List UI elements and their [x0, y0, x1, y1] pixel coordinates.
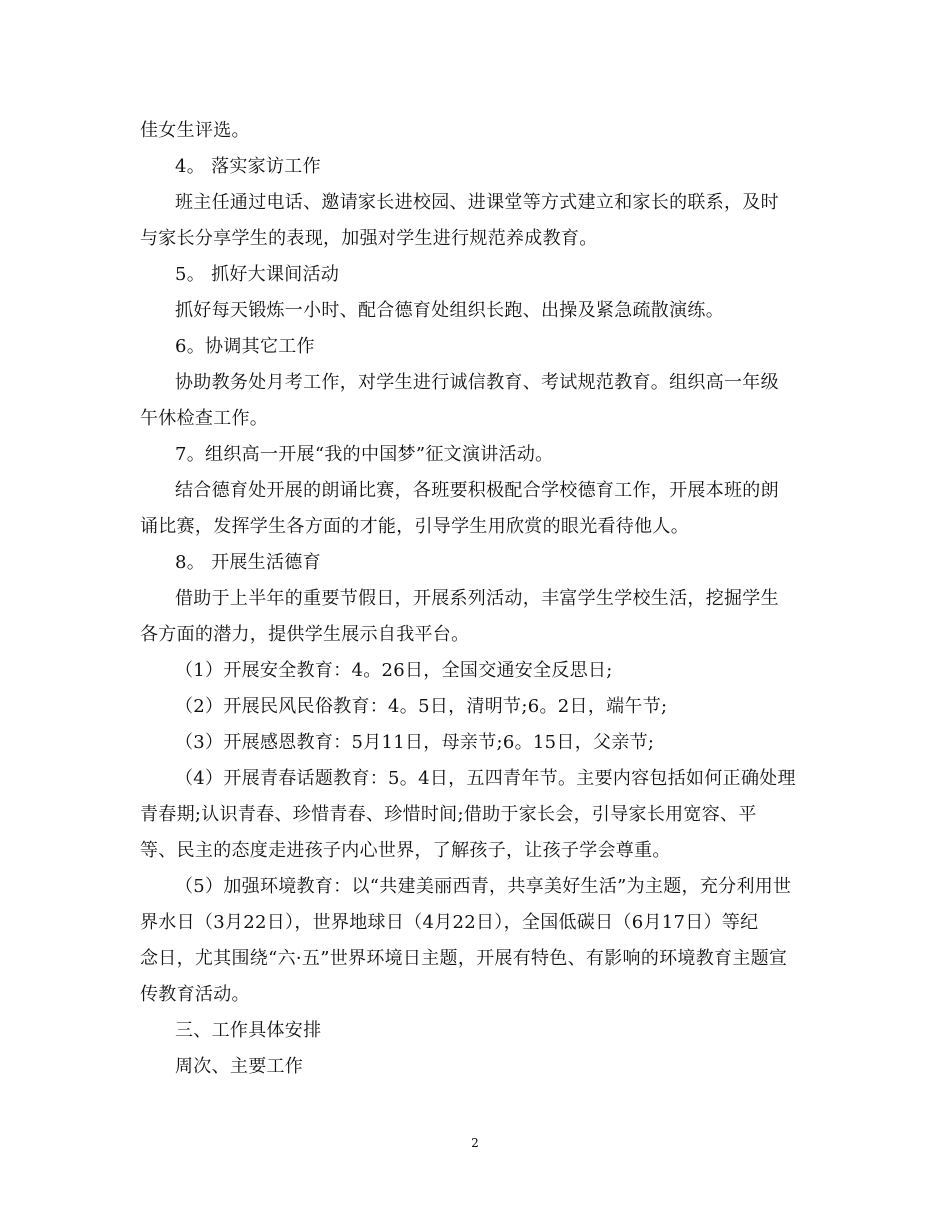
section-heading-8: 8。 开展生活德育: [175, 552, 321, 573]
paragraph-line: 午休检查工作。: [140, 408, 269, 429]
section-heading-6: 6。协调其它工作: [175, 336, 315, 357]
paragraph-line: 借助于上半年的重要节假日，开展系列活动，丰富学生学校生活，挖掘学生: [175, 588, 779, 609]
document-body: [140, 113, 815, 1085]
paragraph-line: 班主任通过电话、邀请家长进校园、进课堂等方式建立和家长的联系，及时: [175, 192, 779, 213]
paragraph-line: 各方面的潜力，提供学生展示自我平台。: [140, 624, 470, 645]
paragraph-line: 念日，尤其围绕“六·五”世界环境日主题，开展有特色、有影响的环境教育主题宣: [140, 948, 788, 969]
list-item: （5）加强环境教育：以“共建美丽西青，共享美好生活”为主题，充分利用世: [175, 876, 792, 897]
section-heading-7: 7。组织高一开展“我的中国梦”征文演讲活动。: [175, 444, 554, 465]
paragraph-line: 周次、主要工作: [175, 1056, 304, 1077]
paragraph-line: 抓好每天锻炼一小时、配合德育处组织长跑、出操及紧急疏散演练。: [175, 300, 724, 321]
paragraph-line: 与家长分享学生的表现，加强对学生进行规范养成教育。: [140, 228, 598, 249]
paragraph-line: 青春期;认识青春、珍惜青春、珍惜时间;借助于家长会，引导家长用宽容、平: [140, 804, 757, 825]
paragraph-line: 界水日（3月22日），世界地球日（4月22日），全国低碳日（6月17日）等纪: [140, 912, 759, 933]
section-heading-3: 三、工作具体安排: [175, 1020, 322, 1041]
paragraph-line: 协助教务处月考工作，对学生进行诚信教育、考试规范教育。组织高一年级: [175, 372, 779, 393]
section-heading-4: 4。 落实家访工作: [175, 156, 321, 177]
paragraph-line: 诵比赛，发挥学生各方面的才能，引导学生用欣赏的眼光看待他人。: [140, 516, 689, 537]
paragraph-line: 结合德育处开展的朗诵比赛，各班要积极配合学校德育工作，开展本班的朗: [175, 480, 779, 501]
list-item: （1）开展安全教育：4。26日，全国交通安全反思日;: [175, 660, 613, 681]
page-number: 2: [471, 1136, 479, 1150]
paragraph-line: 等、民主的态度走进孩子内心世界，了解孩子，让孩子学会尊重。: [140, 840, 671, 861]
list-item: （2）开展民风民俗教育：4。5日，清明节;6。2日，端午节;: [175, 696, 668, 717]
list-item: （3）开展感恩教育：5月11日，母亲节;6。15日，父亲节;: [175, 732, 655, 753]
list-item: （4）开展青春话题教育：5。4日，五四青年节。主要内容包括如何正确处理: [175, 768, 796, 789]
paragraph-line: 佳女生评选。: [140, 120, 250, 141]
paragraph-line: 传教育活动。: [140, 984, 250, 1005]
section-heading-5: 5。 抓好大课间活动: [175, 264, 340, 285]
